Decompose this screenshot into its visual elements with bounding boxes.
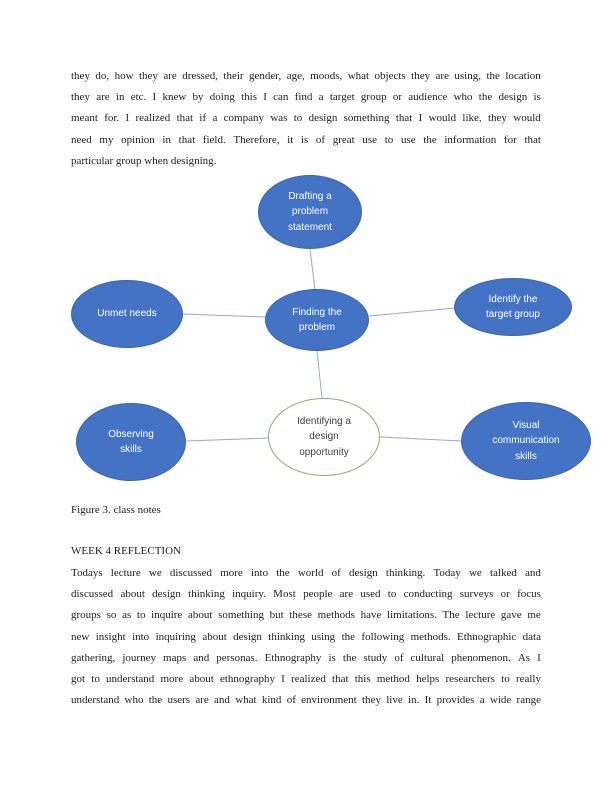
figure-caption-text: Figure 3. class notes [71, 504, 161, 516]
node-identify-the-target-group [454, 278, 572, 336]
node-label: Observing skills [108, 428, 154, 455]
paragraph-week4-reflection [71, 563, 541, 711]
text-line: particular group when designing. [71, 154, 217, 167]
connector-line [310, 249, 315, 290]
connector-line [380, 437, 461, 441]
figure-caption [71, 500, 541, 521]
text-line: groups so as to inquire about something but these methods have limitations. The lecture gave me [71, 609, 541, 622]
node-visual-communication-skills [461, 402, 591, 480]
section-heading-text: WEEK 4 REFLECTION [71, 545, 181, 557]
node-label: Drafting a problem statement [288, 190, 332, 233]
text-line: new insight into inquiring about design thinking using the following methods. Ethnographic data [71, 630, 541, 643]
text-line: understand who the users are and what kind of environment they live in. It provides a wide range [71, 694, 541, 707]
connector-line [183, 314, 266, 317]
node-label: Identifying a design opportunity [297, 415, 351, 458]
node-label: Identify the target group [486, 293, 540, 320]
text-line: they are in etc. I knew by doing this I can find a target group or audience who the design is [71, 91, 541, 104]
node-drafting-a-problem-statement [258, 175, 362, 249]
text-line: meant for. I realized that if a company was to design something that I would like, they would [71, 112, 541, 125]
text-line: need my opinion in that field. Therefore, it is of great use to use the information for that [71, 133, 541, 146]
node-finding-the-problem [265, 289, 369, 351]
connector-line [317, 351, 322, 398]
node-observing-skills [76, 403, 186, 481]
text-line: discussed about design thinking inquiry. Most people are used to conducting surveys or focus [71, 588, 541, 601]
node-label: Finding the problem [292, 306, 342, 333]
node-unmet-needs [71, 280, 183, 348]
text-line: Todays lecture we discussed more into the world of design thinking. Today we talked and [71, 567, 541, 579]
node-identifying-a-design-opportunity [268, 398, 380, 476]
node-label: Unmet needs [97, 308, 157, 320]
connector-line [369, 308, 455, 316]
text-line: got to understand more about ethnography I realized that this method helps researchers to really [71, 672, 541, 685]
node-label: Visual communication skills [492, 419, 560, 462]
text-line: gathering, journey maps and personas. Ethnography is the study of cultural phenomenon. As I [71, 651, 541, 664]
section-heading [71, 541, 541, 562]
text-line: they do, how they are dressed, their gender, age, moods, what objects they are using, the location [71, 70, 541, 82]
connector-line [186, 438, 269, 441]
